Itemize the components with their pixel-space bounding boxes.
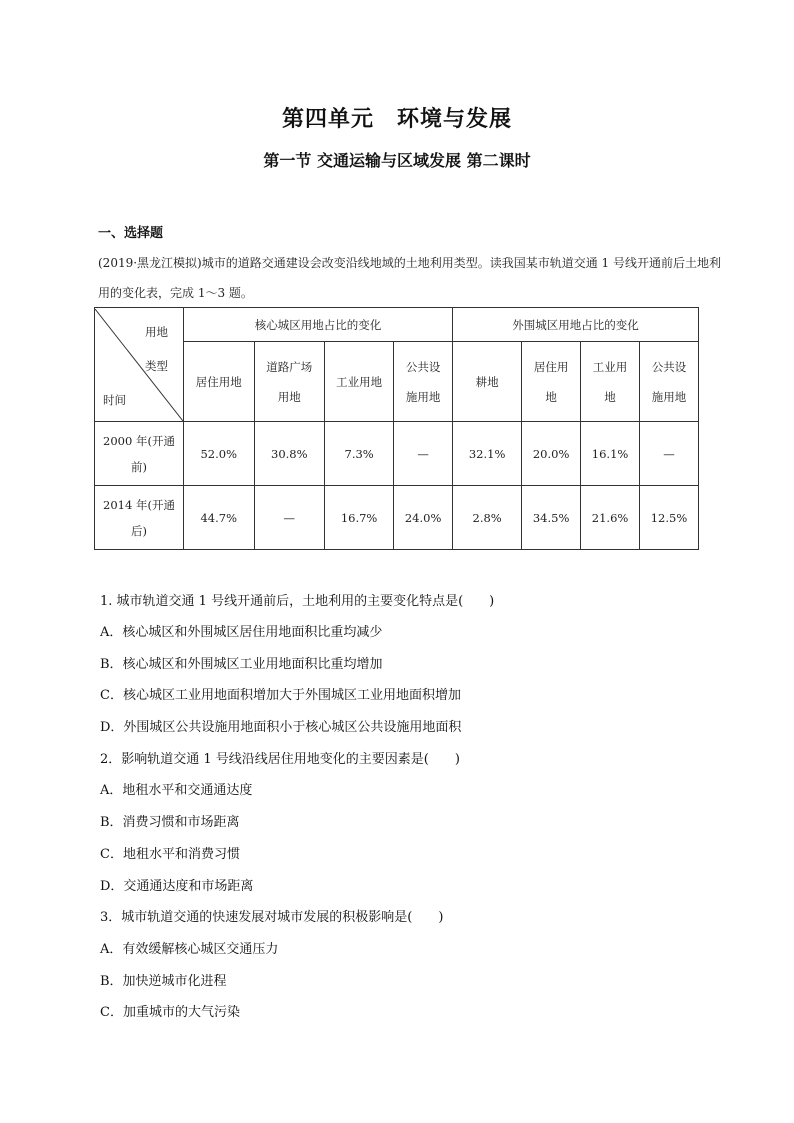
table-cell: 16.1% <box>581 422 640 486</box>
table-cell: 7.3% <box>325 422 394 486</box>
table-cell: 20.0% <box>522 422 581 486</box>
question-1-stem: 1. 城市轨道交通 1 号线开通前后，土地利用的主要变化特点是( ) <box>100 594 495 609</box>
land-use-table <box>94 307 699 550</box>
table-row <box>95 486 699 550</box>
question-1-option-c: C．核心城区工业用地面积增加大于外围城区工业用地面积增加 <box>100 688 461 703</box>
table-cell: 2.8% <box>453 486 522 550</box>
intro-paragraph: (2019·黑龙江模拟)城市的道路交通建设会改变沿线地域的土地利用类型。读我国某市轨道交通 1 号线开通前后土地利用的变化表，完成 1～3 题。 <box>98 256 721 300</box>
table-cell: 32.1% <box>453 422 522 486</box>
question-1-option-a: A．核心城区和外围城区居住用地面积比重均减少 <box>100 625 383 640</box>
table-row <box>95 422 699 486</box>
corner-label-type: 类型 <box>145 358 168 373</box>
table-cell: 24.0% <box>394 486 453 550</box>
table-cell: 21.6% <box>581 486 640 550</box>
question-2-option-c: C．地租水平和消费习惯 <box>100 847 240 862</box>
table-cell: — <box>254 486 325 550</box>
table-cell: 12.5% <box>640 486 699 550</box>
corner-label-time: 时间 <box>103 392 126 407</box>
question-3-option-b: B．加快逆城市化进程 <box>100 974 227 989</box>
table-cell: 44.7% <box>184 486 255 550</box>
col-header: 耕地 <box>453 342 522 422</box>
group-header-core: 核心城区用地占比的变化 <box>184 308 453 342</box>
col-header: 工业用地 <box>325 342 394 422</box>
col-header: 公共设施用地 <box>394 342 453 422</box>
question-2-option-d: D．交通通达度和市场距离 <box>100 879 254 894</box>
table-cell: 34.5% <box>522 486 581 550</box>
row-label: 2014 年(开通后) <box>95 486 184 550</box>
table-corner-cell <box>95 308 184 422</box>
lesson-title: 第一节 交通运输与区域发展 第二课时 <box>263 151 531 170</box>
table-cell: 16.7% <box>325 486 394 550</box>
col-header: 公共设施用地 <box>640 342 699 422</box>
group-header-outer: 外围城区用地占比的变化 <box>453 308 699 342</box>
table-cell: — <box>640 422 699 486</box>
question-2-option-b: B．消费习惯和市场距离 <box>100 815 240 830</box>
question-3-stem: 3．城市轨道交通的快速发展对城市发展的积极影响是( ) <box>100 910 444 925</box>
col-header: 居住用地 <box>522 342 581 422</box>
unit-title: 第四单元 环境与发展 <box>281 106 512 132</box>
table-cell: 52.0% <box>184 422 255 486</box>
col-header: 居住用地 <box>184 342 255 422</box>
question-2-option-a: A．地租水平和交通通达度 <box>100 783 253 798</box>
col-header: 工业用地 <box>581 342 640 422</box>
row-label: 2000 年(开通前) <box>95 422 184 486</box>
question-2-stem: 2．影响轨道交通 1 号线沿线居住用地变化的主要因素是( ) <box>100 752 460 767</box>
section-label: 一、选择题 <box>98 226 164 241</box>
col-header: 道路广场用地 <box>254 342 325 422</box>
question-1-option-b: B．核心城区和外围城区工业用地面积比重均增加 <box>100 657 383 672</box>
question-3-option-a: A．有效缓解核心城区交通压力 <box>100 942 279 957</box>
corner-label-land: 用地 <box>145 324 168 339</box>
table-cell: 30.8% <box>254 422 325 486</box>
table-cell: — <box>394 422 453 486</box>
question-3-option-c: C．加重城市的大气污染 <box>100 1005 240 1020</box>
question-1-option-d: D．外围城区公共设施用地面积小于核心城区公共设施用地面积 <box>100 720 462 735</box>
